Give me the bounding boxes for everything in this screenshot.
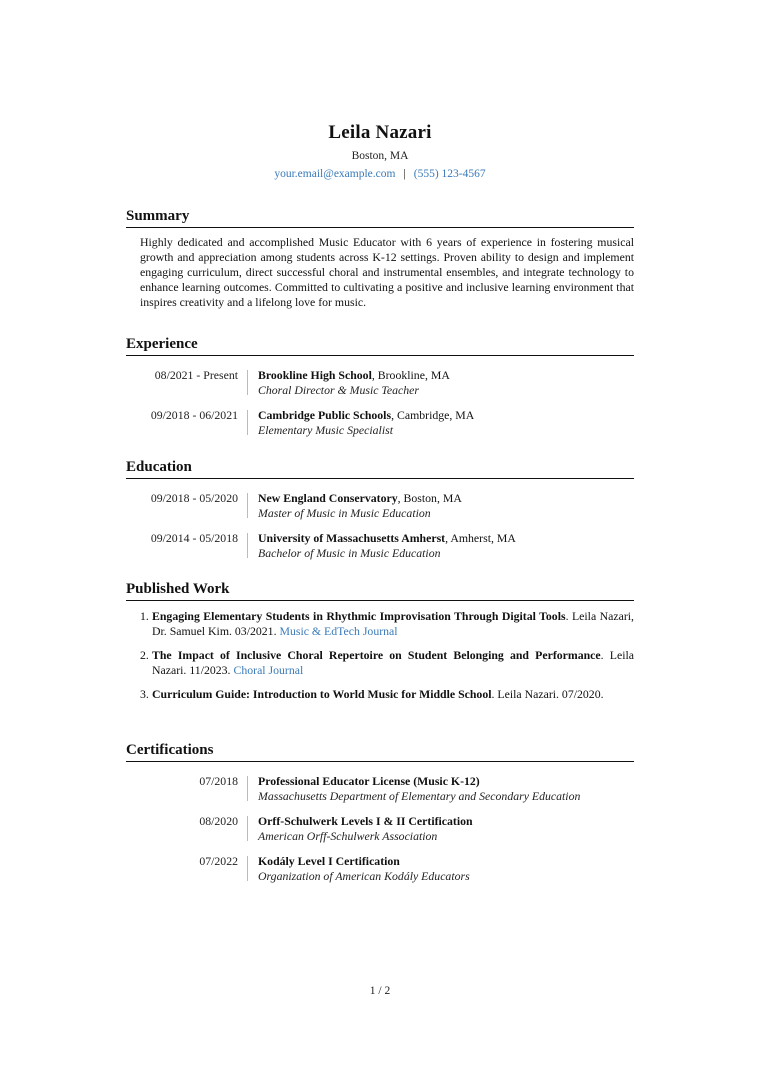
publication-venue-link[interactable]: Music & EdTech Journal	[279, 624, 398, 638]
person-name: Leila Nazari	[328, 122, 432, 143]
experience-section	[126, 336, 634, 442]
certification-entry	[126, 848, 634, 888]
certification-issuer: American Orff-Schulwerk Association	[258, 829, 438, 843]
entry-organization: University of Massachusetts Amherst	[258, 531, 446, 545]
entry-location: , Brookline, MA	[371, 368, 450, 382]
section-title-education: Education	[126, 459, 634, 479]
entry-degree: Master of Music in Music Education	[258, 506, 431, 520]
education-section	[126, 459, 634, 565]
section-title-experience: Experience	[126, 336, 634, 356]
publication-number: 1.	[140, 609, 149, 623]
contact-line	[0, 168, 760, 180]
section-title-summary: Summary	[126, 208, 634, 228]
certification-issuer: Massachusetts Department of Elementary and Secondary Education	[258, 789, 581, 803]
entry-degree: Bachelor of Music in Music Education	[258, 546, 441, 560]
certification-name: Professional Educator License (Music K-12)	[258, 774, 480, 788]
entry-date: 07/2022	[199, 854, 238, 868]
publication-number: 2.	[140, 648, 149, 662]
certifications-section	[126, 742, 634, 888]
entry-date: 07/2018	[199, 774, 238, 788]
publication-title: The Impact of Inclusive Choral Repertoire on Student Belonging and Performance	[152, 648, 601, 662]
entry-organization: Brookline High School	[258, 368, 372, 382]
summary-section	[126, 208, 634, 310]
email-link[interactable]: your.email@example.com	[274, 168, 396, 180]
entry-divider	[247, 533, 248, 558]
page-number: 1 / 2	[369, 985, 391, 997]
entry-date: 09/2014 - 05/2018	[150, 531, 238, 545]
entry-organization: New England Conservatory	[258, 491, 398, 505]
entry-divider	[247, 776, 248, 801]
contact-separator: |	[403, 168, 406, 180]
entry-role: Elementary Music Specialist	[258, 423, 393, 437]
certification-entry	[126, 768, 634, 808]
entry-divider	[247, 816, 248, 841]
entry-date: 08/2020	[199, 814, 238, 828]
resume-header	[0, 122, 760, 180]
publication-title: Engaging Elementary Students in Rhythmic Improvisation Through Digital Tools	[152, 609, 566, 623]
entry-date: 08/2021 - Present	[154, 368, 238, 382]
section-title-certifications: Certifications	[126, 742, 634, 762]
entry-location: , Cambridge, MA	[391, 408, 475, 422]
entry-divider	[247, 410, 248, 435]
entry-date: 09/2018 - 05/2020	[150, 491, 238, 505]
publication-authors: . Leila Nazari. 07/2020.	[491, 687, 604, 701]
entry-date: 09/2018 - 06/2021	[150, 408, 238, 422]
entry-organization: Cambridge Public Schools	[258, 408, 392, 422]
entry-location: , Amherst, MA	[445, 531, 516, 545]
certification-name: Orff-Schulwerk Levels I & II Certification	[258, 814, 473, 828]
experience-entry	[126, 362, 634, 402]
publication-title: Curriculum Guide: Introduction to World Music for Middle School	[152, 687, 492, 701]
entry-divider	[247, 493, 248, 518]
certification-entry	[126, 808, 634, 848]
certification-issuer: Organization of American Kodály Educators	[258, 869, 470, 883]
entry-role: Choral Director & Music Teacher	[258, 383, 419, 397]
education-entry	[126, 525, 634, 565]
person-location: Boston, MA	[351, 150, 409, 162]
publication-authors: . Leila Nazari. 11/2023.	[152, 648, 634, 677]
publication-number: 3.	[140, 687, 149, 701]
publication-item	[140, 609, 634, 639]
publication-item	[140, 687, 634, 702]
certification-name: Kodály Level I Certification	[258, 854, 400, 868]
entry-divider	[247, 856, 248, 881]
publication-item	[140, 648, 634, 678]
section-title-published-work: Published Work	[126, 581, 634, 601]
publication-list	[126, 609, 634, 702]
education-entry	[126, 485, 634, 525]
publication-venue-link[interactable]: Choral Journal	[233, 663, 304, 677]
entry-location: , Boston, MA	[397, 491, 462, 505]
summary-text: Highly dedicated and accomplished Music Educator with 6 years of experience in fostering musical growth and appreciation among students across K-12 settings. Proven ability to design and implement engaging curriculum, direct successful choral and instrumental ensembles, and integrate technology to enhance learning outcomes. Committed to cultivating a positive and inclusive learning environment that inspires creativity and a lifelong love for music.	[140, 235, 634, 309]
experience-entry	[126, 402, 634, 442]
published-work-section	[126, 581, 634, 711]
publication-authors: . Leila Nazari, Dr. Samuel Kim. 03/2021.	[152, 609, 634, 638]
entry-divider	[247, 370, 248, 395]
phone-link[interactable]: (555) 123-4567	[413, 168, 486, 180]
